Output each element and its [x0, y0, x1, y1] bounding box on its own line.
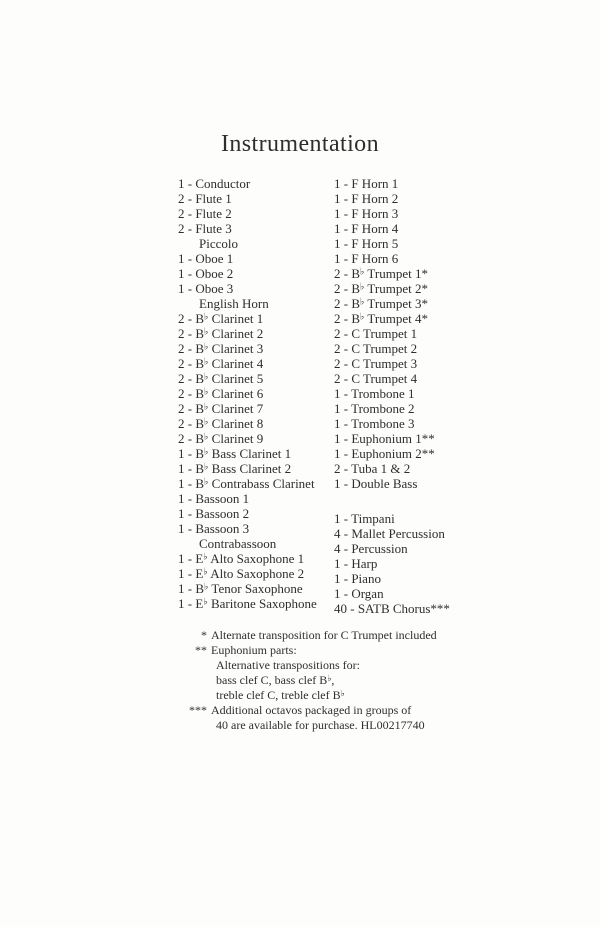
instrument-item: 2 - Tuba 1 & 2 [334, 461, 411, 476]
flat-sign: ♭ [360, 267, 365, 278]
instrument-item: 1 - Bassoon 3 [178, 521, 250, 536]
footnote-marker: ** [195, 643, 207, 657]
instrument-item: 2 - B♭ Trumpet 3* [334, 296, 428, 311]
footnote-line [150, 673, 437, 688]
instrument-item: 1 - F Horn 6 [334, 251, 399, 266]
flat-sign: ♭ [327, 672, 332, 683]
instrument-item: 2 - B♭ Clarinet 9 [178, 431, 264, 446]
flat-sign: ♭ [360, 297, 365, 308]
footnote-marker: * [201, 628, 207, 642]
footnote-marker [150, 688, 207, 703]
flat-sign: ♭ [340, 687, 345, 698]
instrument-alt-label: English Horn [199, 296, 269, 311]
page-title: Instrumentation [221, 131, 379, 157]
flat-sign: ♭ [204, 477, 209, 488]
instrument-item: 1 - B♭ Contrabass Clarinet [178, 476, 315, 491]
flat-sign: ♭ [204, 312, 209, 323]
instrument-item: 2 - C Trumpet 3 [334, 356, 418, 371]
instrument-item: 1 - Double Bass [334, 476, 418, 491]
footnote-line [150, 658, 437, 673]
flat-sign: ♭ [203, 552, 208, 563]
instrument-item: 2 - B♭ Clarinet 6 [178, 386, 264, 401]
instrument-item: 1 - Conductor [178, 176, 251, 191]
footnote-text: bass clef C, bass clef B♭, [216, 672, 335, 687]
footnote-text: Alternative transpositions for: [216, 658, 360, 672]
instrument-item: 1 - Euphonium 2** [334, 446, 435, 461]
instrument-item: 2 - C Trumpet 1 [334, 326, 418, 341]
instrument-item: 1 - E♭ Alto Saxophone 1 [178, 551, 305, 566]
instrument-item: 1 - Oboe 2 [178, 266, 234, 281]
instrument-item: 1 - F Horn 1 [334, 176, 399, 191]
footnote-marker [150, 718, 207, 733]
instrument-item: 1 - F Horn 3 [334, 206, 399, 221]
flat-sign: ♭ [204, 357, 209, 368]
instrument-item: 2 - B♭ Trumpet 2* [334, 281, 428, 296]
instrument-item: 1 - E♭ Baritone Saxophone [178, 596, 317, 611]
flat-sign: ♭ [204, 342, 209, 353]
instrument-item: 1 - Piano [334, 571, 381, 586]
flat-sign: ♭ [204, 417, 209, 428]
instrument-item: 2 - C Trumpet 4 [334, 371, 418, 386]
flat-sign: ♭ [204, 432, 209, 443]
instrument-item: 1 - B♭ Tenor Saxophone [178, 581, 303, 596]
flat-sign: ♭ [203, 567, 208, 578]
instrument-item: 2 - B♭ Clarinet 1 [178, 311, 264, 326]
instrument-item: 2 - B♭ Trumpet 4* [334, 311, 428, 326]
instrument-item: 1 - F Horn 5 [334, 236, 399, 251]
instrument-item: 1 - Timpani [334, 511, 395, 526]
instrument-item: 1 - E♭ Alto Saxophone 2 [178, 566, 305, 581]
instrument-column-left [178, 176, 317, 611]
footnote-text: Alternate transposition for C Trumpet included [211, 628, 437, 642]
instrument-item: 1 - Euphonium 1** [334, 431, 435, 446]
instrument-item: 2 - B♭ Clarinet 4 [178, 356, 264, 371]
instrument-item: 1 - F Horn 2 [334, 191, 399, 206]
column-gap [334, 491, 450, 511]
footnote-marker: *** [189, 703, 207, 717]
instrument-item: 1 - Oboe 1 [178, 251, 234, 266]
instrument-item: 4 - Percussion [334, 541, 408, 556]
flat-sign: ♭ [204, 387, 209, 398]
instrument-item: 1 - Oboe 3 [178, 281, 234, 296]
footnote-marker [150, 658, 207, 673]
instrument-item: 40 - SATB Chorus*** [334, 601, 450, 616]
footnote-marker [150, 673, 207, 688]
instrument-item: 1 - Organ [334, 586, 384, 601]
instrument-item: 1 - Trombone 2 [334, 401, 415, 416]
instrument-item: 2 - B♭ Clarinet 2 [178, 326, 264, 341]
instrument-item: 2 - Flute 3 [178, 221, 232, 236]
instrument-item: 1 - B♭ Bass Clarinet 2 [178, 461, 292, 476]
instrument-item: 1 - F Horn 4 [334, 221, 399, 236]
flat-sign: ♭ [360, 282, 365, 293]
instrument-item: 1 - Trombone 1 [334, 386, 415, 401]
instrument-alt-label: Contrabassoon [199, 536, 277, 551]
instrument-item: 2 - B♭ Clarinet 7 [178, 401, 264, 416]
instrument-item: 1 - Bassoon 2 [178, 506, 250, 521]
footnote-line [150, 688, 437, 703]
footnote-line [150, 718, 437, 733]
footnote-text: 40 are available for purchase. HL00217740 [216, 718, 425, 732]
instrument-item: 2 - B♭ Clarinet 8 [178, 416, 264, 431]
footnote-line [150, 703, 437, 718]
footnote-line [150, 643, 437, 658]
flat-sign: ♭ [204, 462, 209, 473]
footnote-text: Euphonium parts: [211, 643, 297, 657]
instrument-item: 2 - C Trumpet 2 [334, 341, 418, 356]
instrument-alt-label: Piccolo [199, 236, 238, 251]
flat-sign: ♭ [203, 597, 208, 608]
footnote-text: treble clef C, treble clef B♭ [216, 687, 345, 702]
flat-sign: ♭ [204, 582, 209, 593]
instrument-item: 2 - B♭ Trumpet 1* [334, 266, 428, 281]
footnote-line [150, 628, 437, 643]
flat-sign: ♭ [204, 402, 209, 413]
flat-sign: ♭ [204, 447, 209, 458]
instrument-item: 4 - Mallet Percussion [334, 526, 445, 541]
instrument-item: 1 - B♭ Bass Clarinet 1 [178, 446, 292, 461]
instrument-column-right [334, 176, 450, 616]
instrument-item: 2 - B♭ Clarinet 3 [178, 341, 264, 356]
instrument-item: 1 - Bassoon 1 [178, 491, 250, 506]
instrument-item: 2 - Flute 1 [178, 191, 232, 206]
instrument-item: 2 - B♭ Clarinet 5 [178, 371, 264, 386]
instrument-item: 1 - Trombone 3 [334, 416, 415, 431]
flat-sign: ♭ [204, 327, 209, 338]
instrument-item: 2 - Flute 2 [178, 206, 232, 221]
flat-sign: ♭ [360, 312, 365, 323]
instrument-item: 1 - Harp [334, 556, 378, 571]
footnote-text: Additional octavos packaged in groups of [211, 703, 412, 717]
footnotes [150, 628, 437, 733]
flat-sign: ♭ [204, 372, 209, 383]
